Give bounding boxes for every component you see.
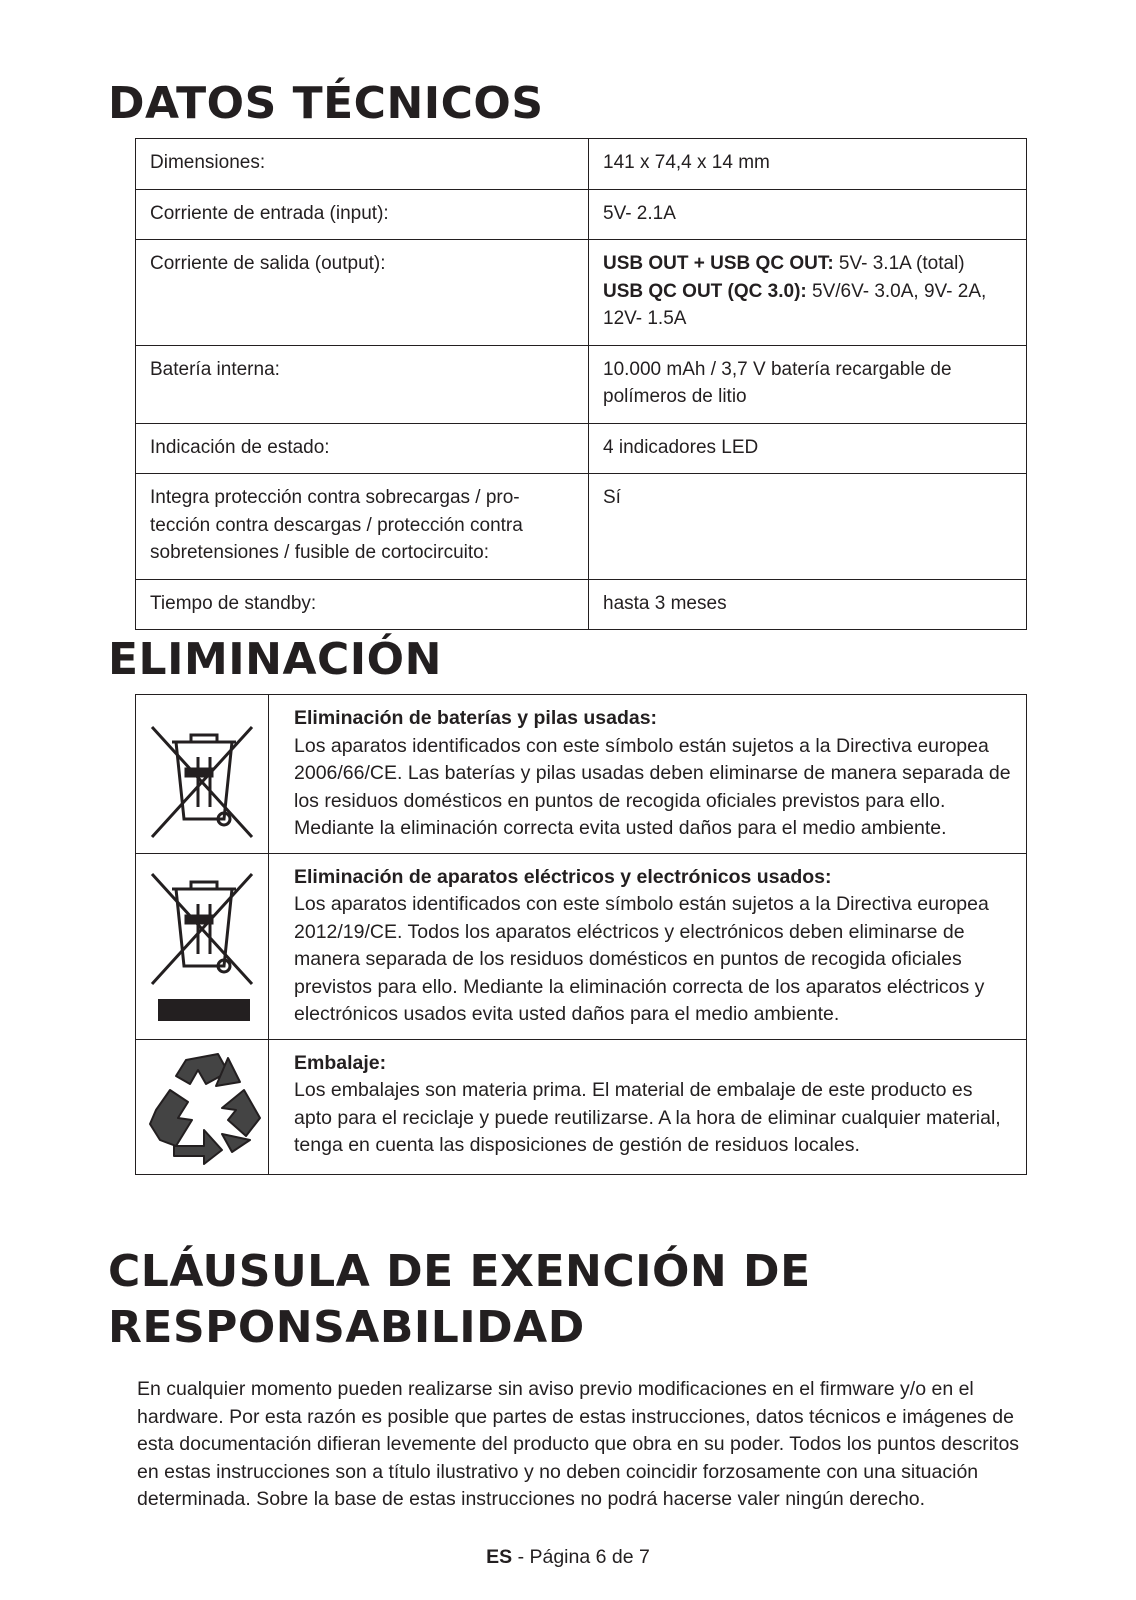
table-row bbox=[136, 1039, 1027, 1174]
spec-value: 141 x 74,4 x 14 mm bbox=[589, 139, 1027, 190]
disposal-title: Eliminación de aparatos eléctricos y electrónicos usados: bbox=[294, 865, 832, 888]
spec-value: hasta 3 meses bbox=[589, 579, 1027, 630]
table-row bbox=[136, 474, 1027, 580]
spec-label: Integra protección contra sobrecargas / pro-tección contra descargas / protección contra sobretensiones / fusible de cortocircuito: bbox=[136, 474, 589, 580]
heading-clausula-line2: RESPONSABILIDAD bbox=[108, 1302, 585, 1353]
spec-label: Indicación de estado: bbox=[136, 423, 589, 474]
disposal-text: Los embalajes son materia prima. El material de embalaje de este producto es apto para el reciclaje y puede reutilizarse. A la hora de eliminar cualquier material, tenga en cuenta las disposiciones de gestión de residuos locales. bbox=[294, 1079, 1001, 1156]
disposal-table bbox=[135, 694, 1027, 1175]
table-row bbox=[136, 853, 1027, 1039]
usb-qc-label: USB QC OUT (QC 3.0): bbox=[603, 280, 807, 302]
table-row bbox=[136, 139, 1027, 190]
footer-lang: ES bbox=[486, 1546, 513, 1568]
spec-label: Corriente de salida (output): bbox=[136, 240, 589, 346]
spec-value: 5V- 2.1A bbox=[589, 189, 1027, 240]
spec-value: Sí bbox=[589, 474, 1027, 580]
disposal-text: Los aparatos identificados con este símbolo están sujetos a la Directiva europea 2012/19/CE. Todos los aparatos eléctricos y electrónicos deben eliminarse de manera separada de los residuos domésticos en puntos de recogida oficiales previstos para ello. Mediante la eliminación correcta de los aparatos eléctricos y electrónicos usados evita usted daños para el medio ambiente. bbox=[294, 893, 989, 1025]
disposal-icon-cell bbox=[136, 1039, 269, 1174]
heading-eliminacion: ELIMINACIÓN bbox=[108, 634, 442, 685]
table-row bbox=[136, 345, 1027, 423]
disposal-icon-cell bbox=[136, 695, 269, 854]
heading-clausula bbox=[108, 1244, 811, 1356]
heading-clausula-line1: CLÁUSULA DE EXENCIÓN DE bbox=[108, 1246, 811, 1297]
tech-specs-table bbox=[135, 138, 1027, 630]
table-row bbox=[136, 695, 1027, 854]
table-row bbox=[136, 423, 1027, 474]
spec-label: Tiempo de standby: bbox=[136, 579, 589, 630]
spec-label: Batería interna: bbox=[136, 345, 589, 423]
disposal-text: Los aparatos identificados con este símbolo están sujetos a la Directiva europea 2006/66/CE. Las baterías y pilas usadas deben eliminarse de manera separada de los residuos domésticos en puntos de recogida oficiales previstos para ello. Mediante la eliminación correcta evita usted daños para el medio ambiente. bbox=[294, 734, 1011, 839]
spec-label: Dimensiones: bbox=[136, 139, 589, 190]
crossed-out-bin-icon bbox=[136, 697, 268, 847]
usb-qc-value: 5V/6V- 3.0A, 9V- 2A, 12V- 1.5A bbox=[603, 280, 987, 329]
weee-bin-icon bbox=[136, 854, 268, 1034]
usb-out-value: 5V- 3.1A (total) bbox=[833, 253, 965, 274]
disposal-title: Eliminación de baterías y pilas usadas: bbox=[294, 707, 658, 729]
spec-value bbox=[589, 240, 1027, 346]
footer-page: - Página 6 de 7 bbox=[512, 1546, 650, 1568]
recycle-icon bbox=[136, 1040, 268, 1170]
heading-datos-tecnicos: DATOS TÉCNICOS bbox=[108, 78, 544, 129]
disposal-icon-cell bbox=[136, 853, 269, 1039]
table-row bbox=[136, 189, 1027, 240]
spec-value: 4 indicadores LED bbox=[589, 423, 1027, 474]
disposal-title: Embalaje: bbox=[294, 1051, 387, 1074]
disclaimer-text: En cualquier momento pueden realizarse sin aviso previo modificaciones en el firmware y/o en el hardware. Por esta razón es posible que partes de estas instrucciones, datos técnicos e imágenes de esta documentación difieran levemente del producto que obra en su poder. Todos los puntos descritos en estas instrucciones son a título ilustrativo y no deben coincidir forzosamente con una situación determinada. Sobre la base de estas instrucciones no podrá hacerse valer ningún derecho. bbox=[137, 1378, 1020, 1510]
spec-value: 10.000 mAh / 3,7 V batería recargable de polímeros de litio bbox=[589, 345, 1027, 423]
table-row bbox=[136, 579, 1027, 630]
page-footer bbox=[0, 1546, 1136, 1569]
spec-label: Corriente de entrada (input): bbox=[136, 189, 589, 240]
usb-out-label: USB OUT + USB QC OUT: bbox=[603, 253, 834, 274]
table-row bbox=[136, 240, 1027, 346]
